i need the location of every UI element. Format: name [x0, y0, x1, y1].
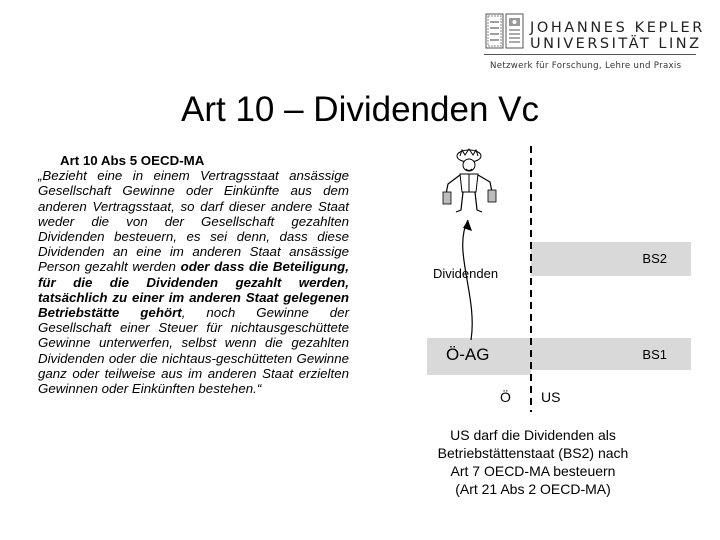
caption-line: Art 7 OECD-MA besteuern — [450, 463, 616, 479]
slide-title: Art 10 – Dividenden Vc — [181, 90, 539, 129]
country-us-label: US — [541, 389, 561, 405]
logo-tagline: Netzwerk für Forschung, Lehre und Praxis — [490, 61, 682, 71]
bs1-label: BS1 — [642, 347, 667, 362]
body-paragraph-start: „Bezieht eine in einem Vertragsstaat ansässige Gesellschaft Gewinne oder Einkünfte aus dem anderen Vertragsstaat, so darf dieser andere Staat weder die von der Gesellschaft gezahlten Dividenden besteuern, es sei denn, dass diese Dividenden an eine im anderen Staat ansässige Person gezahlt werden — [38, 168, 349, 275]
body-paragraph-bold: oder dass die Beteiligung, für die die Dividenden gezahlt werden, tatsächlich zu einer im anderen Staat gelegenen Betriebstätte gehört — [38, 259, 349, 321]
dividenden-label: Dividenden — [433, 266, 499, 281]
body-heading: Art 10 Abs 5 OECD-MA — [60, 153, 205, 168]
caption-line: Betriebstättenstaat (BS2) nach — [437, 445, 629, 461]
logo-line-1: JOHANNES KEPLER — [530, 20, 705, 36]
country-o-label: Ö — [500, 389, 511, 405]
logo-line-2: UNIVERSITÄT LINZ — [530, 36, 702, 52]
oag-label: Ö-AG — [446, 345, 490, 364]
caption-line: US darf die Dividenden als — [450, 427, 616, 443]
shareholder-figure-icon — [440, 148, 500, 216]
caption-line: (Art 21 Abs 2 OECD-MA) — [455, 481, 611, 497]
diagram-caption — [420, 426, 646, 498]
bs2-label: BS2 — [642, 251, 667, 266]
body-paragraph-end: , noch Gewinne der Gesellschaft einer Steuer für nichtausgeschüttete Gewinne unterwerfen, selbst wenn die gezahlten Dividenden oder die nichtaus-geschütteten Gewinne ganz oder teilweise aus im anderen Staat erzielten Gewinnen oder Einkünften bestehen.“ — [38, 305, 350, 397]
